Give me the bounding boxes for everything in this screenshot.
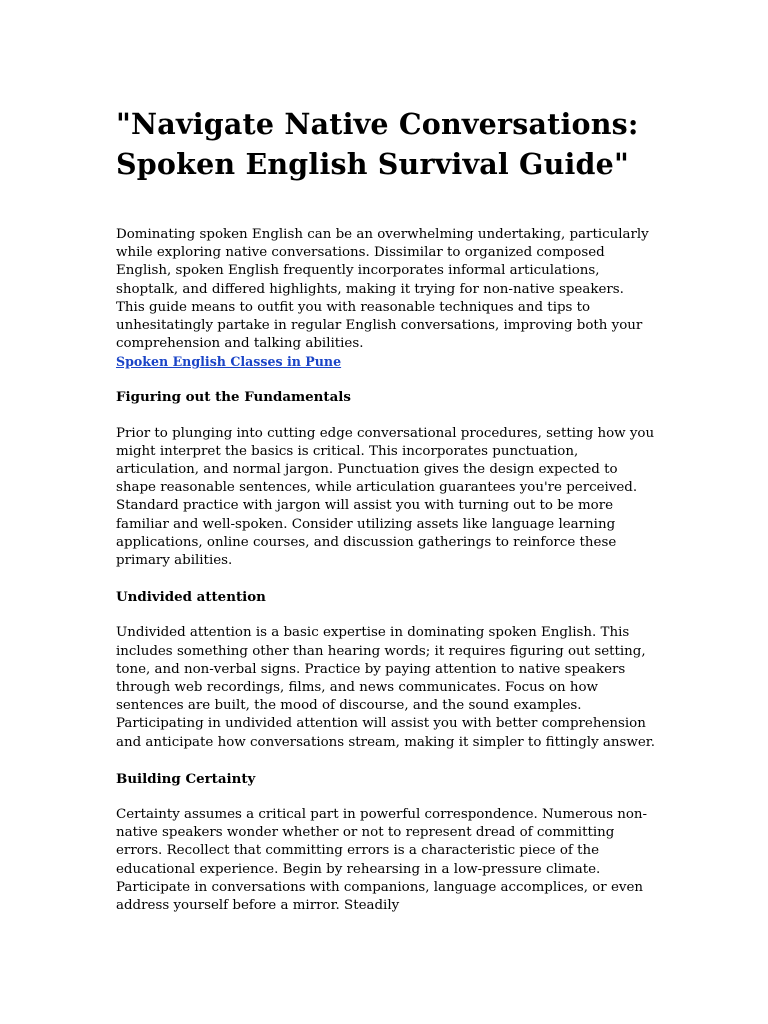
section-heading-fundamentals: Figuring out the Fundamentals (116, 389, 351, 406)
section-heading-undivided-attention: Undivided attention (116, 589, 266, 606)
section-body-fundamentals: Prior to plunging into cutting edge conversational procedures, setting how you might interpret the basics is critical. This incorporates punctuation, articulation, and normal jargon. Punctuation gives the design expected to shape reasonable sentences, while articulation guarantees you're perceived. Standard practice with jargon will assist you with turning out to be more familiar and well-spoken. Consider utilizing assets like language learning applications, online courses, and discussion gatherings to reinforce these primary abilities. (116, 425, 655, 569)
section-body-undivided-attention: Undivided attention is a basic expertise in dominating spoken English. This includes something other than hearing words; it requires figuring out setting, tone, and non-verbal signs. Practice by paying attention to native speakers through web recordings, films, and news communicates. Focus on how sentences are built, the mood of discourse, and the sound examples. Participating in undivided attention will assist you with better comprehension and anticipate how conversations stream, making it simpler to fittingly answer. (116, 625, 655, 750)
spoken-english-classes-link[interactable]: Spoken English Classes in Pune (116, 354, 342, 370)
document-page (116, 104, 656, 933)
document-title: "Navigate Native Conversations: Spoken English Survival Guide" (116, 107, 639, 181)
section-heading-building-certainty: Building Certainty (116, 770, 256, 787)
section-body-building-certainty: Certainty assumes a critical part in powerful correspondence. Numerous non-native speakers wonder whether or not to represent dread of committing errors. Recollect that committing errors is a characteristic piece of the educational experience. Begin by rehearsing in a low-pressure climate. Participate in conversations with companions, language accomplices, or even address yourself before a mirror. Steadily (116, 807, 648, 914)
intro-paragraph: Dominating spoken English can be an overwhelming undertaking, particularly while exploring native conversations. Dissimilar to organized composed English, spoken English frequently incorporates informal articulations, shoptalk, and differed highlights, making it trying for non-native speakers. This guide means to outfit you with reasonable techniques and tips to unhesitatingly partake in regular English conversations, improving both your comprehension and talking abilities. (116, 227, 649, 352)
